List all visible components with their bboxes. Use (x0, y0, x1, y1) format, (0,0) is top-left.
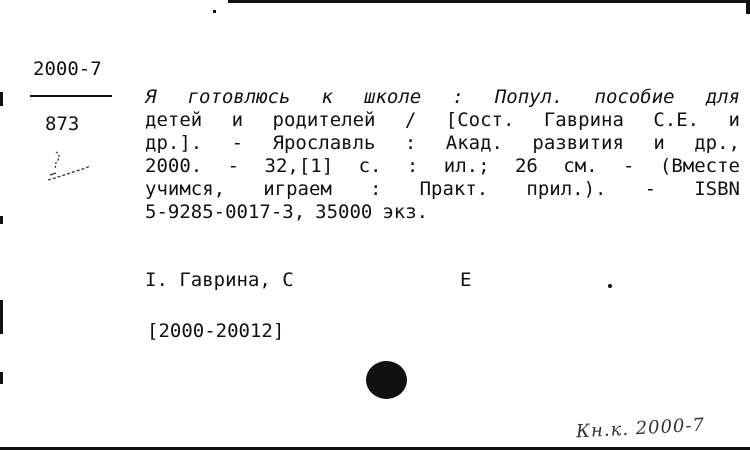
entry-word: 35000 (315, 201, 373, 223)
divider-line (30, 95, 112, 97)
entry-word: развития (532, 132, 624, 154)
entry-word: и (231, 109, 244, 131)
entry-word: Акад. (445, 132, 503, 154)
entry-line (145, 109, 740, 132)
left-edge-mark (0, 216, 3, 224)
accession-number: 873 (45, 113, 80, 135)
entry-word: : (452, 86, 464, 108)
entry-word: играем (263, 178, 332, 200)
entry-word: 2000. (145, 155, 203, 177)
entry-word: и (728, 109, 740, 131)
call-number: 2000-7 (33, 58, 102, 80)
entry-word: - (227, 155, 240, 177)
left-edge-mark (0, 372, 3, 384)
entry-word: Гаврина (543, 109, 624, 131)
speck (213, 10, 216, 13)
entry-word: др.]. (145, 132, 203, 154)
handwritten-stamp: Кн.к. 2000-7 (575, 414, 706, 443)
tracing-line: I. Гаврина, С (145, 269, 294, 291)
entry-word: Практ. (419, 178, 489, 200)
entry-word: С.Е. (653, 109, 700, 131)
left-edge-mark (0, 300, 3, 334)
entry-word: : (406, 155, 419, 177)
entry-word: см. (563, 155, 598, 177)
entry-word: 32,[1] (264, 155, 334, 177)
speck (608, 284, 612, 288)
entry-line (145, 132, 740, 155)
entry-word: для (705, 86, 740, 108)
entry-word: готовлюсь (187, 86, 291, 108)
bibliographic-entry (145, 86, 740, 224)
entry-word: Попул. (494, 86, 564, 108)
punch-hole (366, 361, 407, 399)
entry-line (145, 86, 740, 109)
entry-word: ISBN (694, 178, 740, 200)
entry-word: ил.; (443, 155, 490, 177)
entry-word: пособие (594, 86, 675, 108)
entry-word: (Вместе (659, 155, 740, 177)
entry-word: Ярославль (272, 132, 376, 154)
entry-word: - (231, 132, 244, 154)
entry-word: экз. (382, 201, 429, 223)
entry-word: 5-9285-0017-3, (145, 201, 306, 223)
entry-word: др., (694, 132, 740, 154)
entry-word: с. (358, 155, 382, 177)
entry-word: - (644, 178, 657, 200)
top-rule (228, 0, 750, 3)
entry-word: учимся, (145, 178, 226, 200)
entry-word: школе (364, 86, 422, 108)
entry-line (145, 178, 740, 201)
entry-word: [Сост. (445, 109, 515, 131)
entry-word: детей (145, 109, 203, 131)
entry-word: : (370, 178, 382, 200)
entry-word: - (623, 155, 635, 177)
entry-word: Я (145, 86, 157, 108)
order-number: [2000-20012] (147, 320, 285, 342)
entry-word: : (404, 132, 417, 154)
left-edge-mark (0, 92, 3, 106)
entry-word: родителей (272, 109, 376, 131)
entry-word: прил.). (526, 178, 607, 200)
entry-word: / (404, 109, 417, 131)
entry-word: и (653, 132, 665, 154)
handwritten-mark (40, 148, 100, 188)
entry-word: к (321, 86, 333, 108)
entry-word: 26 (514, 155, 538, 177)
tracing-line-tail: Е (460, 269, 472, 291)
entry-line (145, 155, 740, 178)
entry-line (145, 201, 740, 224)
corner-mark (746, 0, 750, 14)
